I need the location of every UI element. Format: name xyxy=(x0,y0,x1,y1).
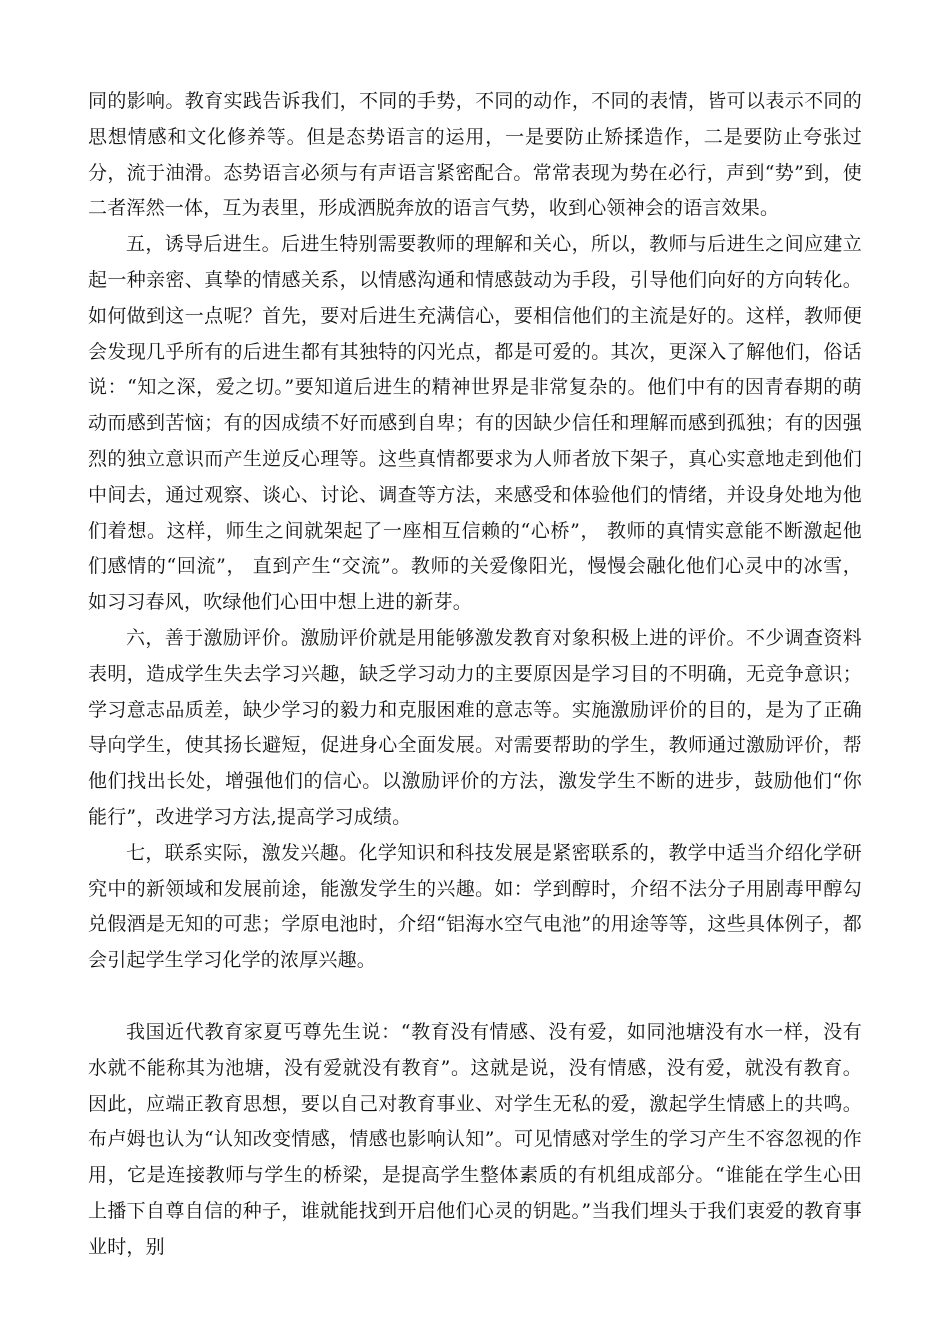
paragraph-section-five: 五，诱导后进生。后进生特别需要教师的理解和关心，所以，教师与后进生之间应建立起一种亲密、真挚的情感关系，以情感沟通和情感鼓动为手段，引导他们向好的方向转化。如何做到这一点呢？首先，要对后进生充满信心，要相信他们的主流是好的。这样，教师便会发现几乎所有的后进生都有其独特的闪光点，都是可爱的。其次，更深入了解他们，俗话说：“知之深，爱之切。”要知道后进生的精神世界是非常复杂的。他们中有的因青春期的萌动而感到苦恼；有的因成绩不好而感到自卑；有的因缺少信任和理解而感到孤独；有的因强烈的独立意识而产生逆反心理等。这些真情都要求为人师者放下架子，真心实意地走到他们中间去，通过观察、谈心、讨论、调查等方法，来感受和体验他们的情绪，并设身处地为他们着想。这样，师生之间就架起了一座相互信赖的“心桥”， 教师的真情实意能不断激起他们感情的“回流”， 直到产生“交流”。教师的关爱像阳光，慢慢会融化他们心灵中的冰雪，如习习春风，吹绿他们心田中想上进的新芽。 xyxy=(88,233,862,614)
paragraph-spacer xyxy=(88,979,862,1015)
document-body xyxy=(88,84,862,1266)
paragraph-continued: 同的影响。教育实践告诉我们，不同的手势，不同的动作，不同的表情，皆可以表示不同的思想情感和文化修养等。但是态势语言的运用，一是要防止矫揉造作，二是要防止夸张过分，流于油滑。态势语言必须与有声语言紧密配合。常常表现为势在必行，声到“势”到，使二者浑然一体，互为表里，形成洒脱奔放的语言气势，收到心领神会的语言效果。 xyxy=(88,90,862,220)
paragraph-section-six: 六，善于激励评价。激励评价就是用能够激发教育对象积极上进的评价。不少调查资料表明，造成学生失去学习兴趣，缺乏学习动力的主要原因是学习目的不明确，无竞争意识；学习意志品质差，缺少学习的毅力和克服困难的意志等。实施激励评价的目的，是为了正确导向学生，使其扬长避短，促进身心全面发展。对需要帮助的学生，教师通过激励评价，帮他们找出长处，增强他们的信心。以激励评价的方法，激发学生不断的进步，鼓励他们“你能行”，改进学习方法,提高学习成绩。 xyxy=(88,626,862,828)
paragraph-section-seven: 七，联系实际，激发兴趣。化学知识和科技发展是紧密联系的，教学中适当介绍化学研究中的新领域和发展前途，能激发学生的兴趣。如：学到醇时，介绍不法分子用剧毒甲醇勾兑假酒是无知的可悲；学原电池时，介绍“铝海水空气电池”的用途等等，这些具体例子，都会引起学生学习化学的浓厚兴趣。 xyxy=(88,841,862,972)
paragraph-conclusion: 我国近代教育家夏丐尊先生说：“教育没有情感、没有爱，如同池塘没有水一样，没有水就不能称其为池塘，没有爱就没有教育”。这就是说，没有情感，没有爱，就没有教育。因此，应端正教育思想，要以自己对教育事业、对学生无私的爱，激起学生情感上的共鸣。布卢姆也认为“认知改变情感，情感也影响认知”。可见情感对学生的学习产生不容忽视的作用，它是连接教师与学生的桥梁，是提高学生整体素质的有机组成部分。“谁能在学生心田上播下自尊自信的种子，谁就能找到开启他们心灵的钥匙。”当我们埋头于我们衷爱的教育事业时，别 xyxy=(88,1020,862,1258)
